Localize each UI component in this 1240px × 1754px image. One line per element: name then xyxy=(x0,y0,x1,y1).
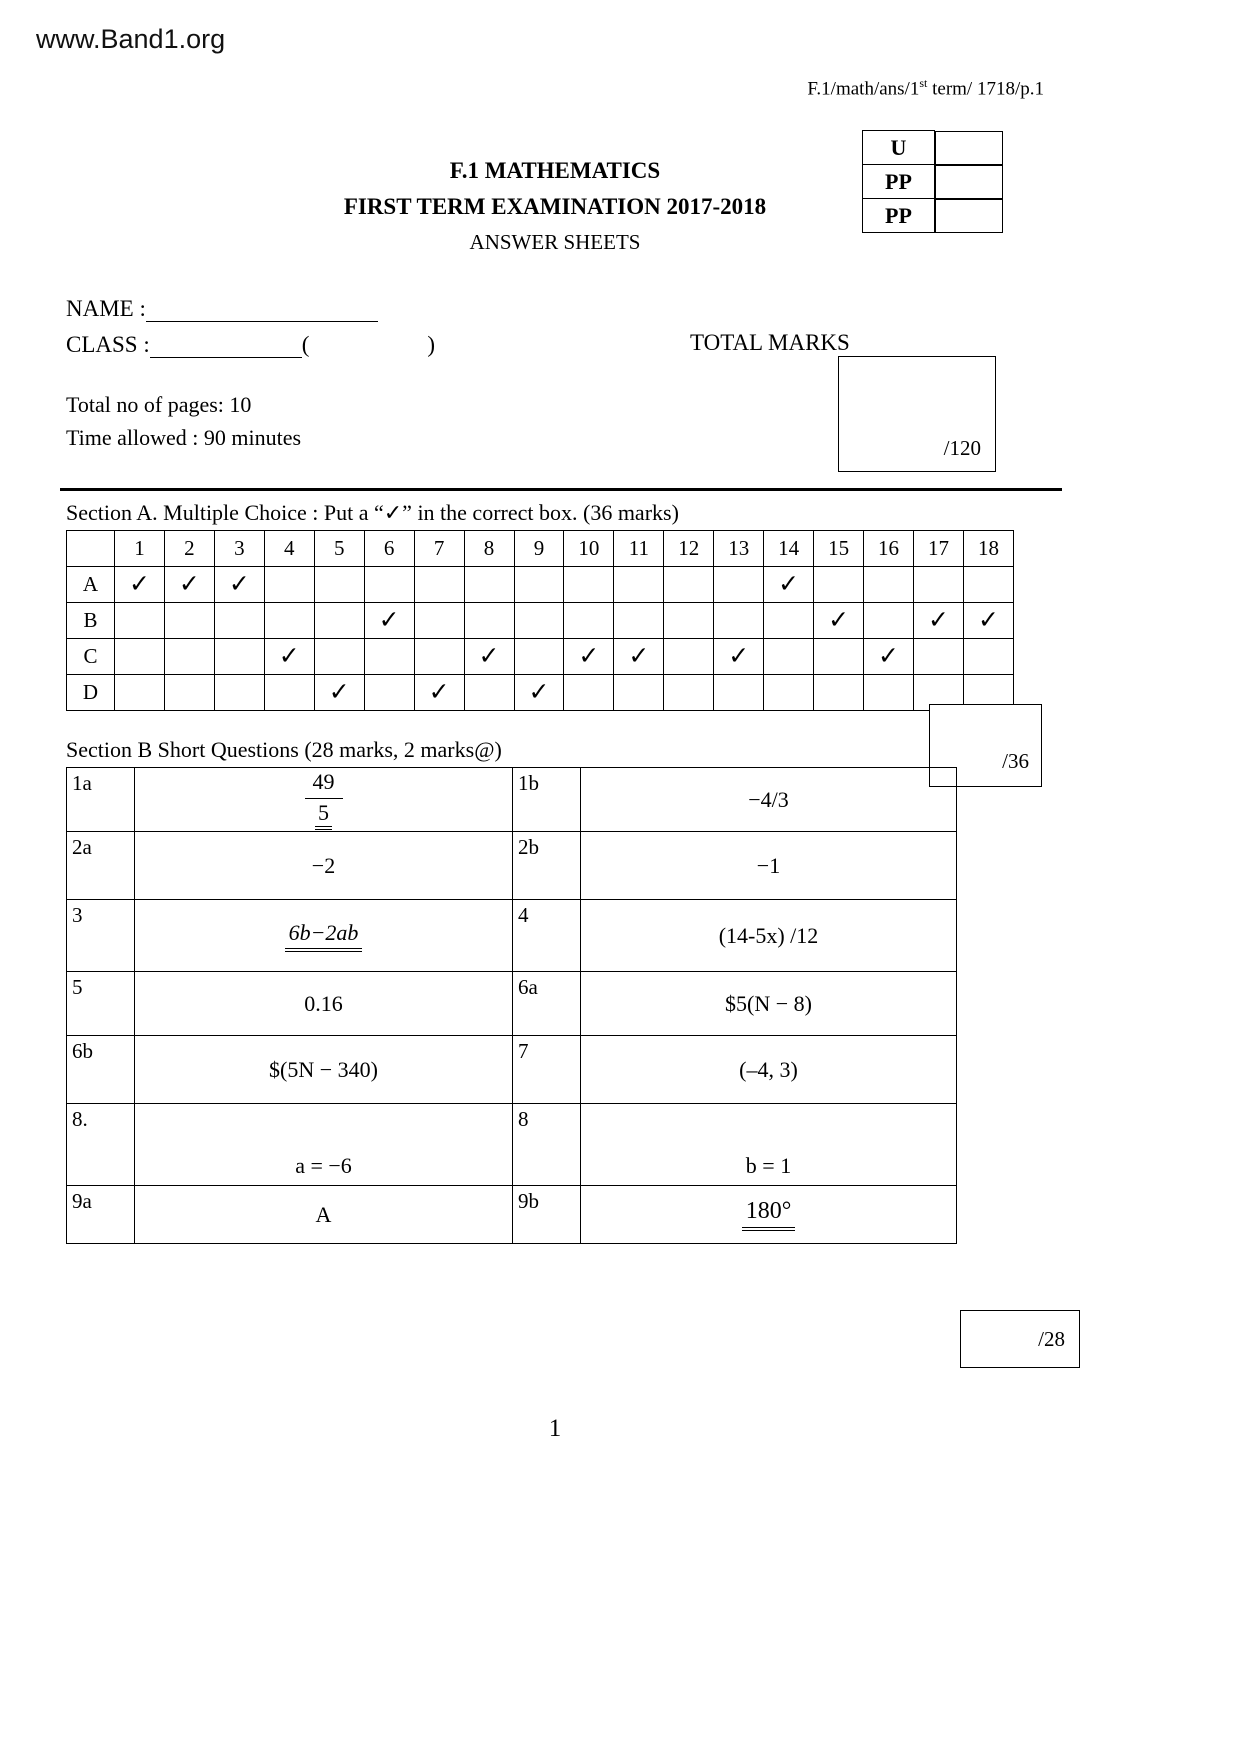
answer-cell xyxy=(581,832,957,900)
question-number: 3 xyxy=(67,900,135,972)
mc-cell[interactable] xyxy=(564,639,614,675)
mc-column-header: 17 xyxy=(914,531,964,567)
answer-text: −2 xyxy=(311,852,336,878)
question-number: 1a xyxy=(67,768,135,832)
answer-sheets-label: ANSWER SHEETS xyxy=(469,230,641,254)
mc-cell[interactable] xyxy=(115,675,165,711)
mc-cell[interactable] xyxy=(514,675,564,711)
check-icon: ✓ xyxy=(128,570,150,598)
answer-cell xyxy=(581,900,957,972)
mc-cell[interactable] xyxy=(714,639,764,675)
check-icon: ✓ xyxy=(228,570,250,598)
mc-cell[interactable] xyxy=(914,603,964,639)
mc-column-header: 14 xyxy=(764,531,814,567)
mc-cell[interactable] xyxy=(514,603,564,639)
mc-column-header: 10 xyxy=(564,531,614,567)
mc-cell[interactable] xyxy=(364,567,414,603)
exam-title: F.1 MATHEMATICS xyxy=(449,158,661,183)
mc-cell[interactable] xyxy=(963,603,1013,639)
class-paren-close: ) xyxy=(427,332,436,357)
answer-text: $(5N − 340) xyxy=(269,1056,378,1082)
table-row xyxy=(67,972,957,1036)
class-paren-open: ( xyxy=(301,332,310,357)
mc-cell[interactable] xyxy=(814,567,864,603)
ref-superscript: st xyxy=(919,76,928,90)
mc-cell[interactable] xyxy=(664,567,714,603)
check-icon: ✓ xyxy=(927,606,949,634)
check-icon: ✓ xyxy=(628,642,650,670)
mc-cell[interactable] xyxy=(963,567,1013,603)
answer-cell xyxy=(135,900,513,972)
mc-column-header: 7 xyxy=(414,531,464,567)
answer-text: 180° xyxy=(742,1198,796,1231)
mc-cell[interactable] xyxy=(764,675,814,711)
mc-column-header: 6 xyxy=(364,531,414,567)
mc-column-header: 4 xyxy=(264,531,314,567)
question-number: 2b xyxy=(513,832,581,900)
mc-cell[interactable] xyxy=(514,639,564,675)
exam-subtitle: FIRST TERM EXAMINATION 2017-2018 xyxy=(343,194,767,219)
question-number: 8. xyxy=(67,1104,135,1186)
question-number: 8 xyxy=(513,1104,581,1186)
mc-cell[interactable] xyxy=(414,639,464,675)
question-number: 6b xyxy=(67,1036,135,1104)
mc-cell[interactable] xyxy=(314,675,364,711)
answer-text: a = −6 xyxy=(295,1153,352,1178)
mc-cell[interactable] xyxy=(464,675,514,711)
mc-cell[interactable] xyxy=(564,603,614,639)
mc-cell[interactable] xyxy=(214,639,264,675)
mc-cell[interactable] xyxy=(264,567,314,603)
question-number: 9b xyxy=(513,1186,581,1244)
mc-cell[interactable] xyxy=(214,567,264,603)
answer-cell xyxy=(581,1104,957,1186)
ref-prefix: F.1/math/ans/1 xyxy=(807,78,920,100)
mc-cell[interactable] xyxy=(864,567,914,603)
answer-text: −4/3 xyxy=(748,786,789,812)
grade-label-cell: U xyxy=(863,131,935,165)
mc-cell[interactable] xyxy=(614,639,664,675)
mc-cell[interactable] xyxy=(464,567,514,603)
mc-cell[interactable] xyxy=(764,603,814,639)
answer-cell xyxy=(135,972,513,1036)
mc-cell[interactable] xyxy=(914,567,964,603)
mc-cell[interactable] xyxy=(414,603,464,639)
mc-cell[interactable] xyxy=(264,675,314,711)
fraction-answer xyxy=(305,769,343,830)
check-icon: ✓ xyxy=(378,606,400,634)
question-number: 4 xyxy=(513,900,581,972)
fraction-denominator: 5 xyxy=(315,799,332,830)
total-marks-box[interactable] xyxy=(838,356,996,472)
name-row xyxy=(66,296,378,322)
answer-cell xyxy=(135,1186,513,1244)
mc-cell[interactable] xyxy=(614,567,664,603)
answer-text: b = 1 xyxy=(745,1153,792,1178)
mc-column-header: 15 xyxy=(814,531,864,567)
section-b-heading: Section B Short Questions (28 marks, 2 marks@) xyxy=(66,737,502,762)
section-divider-rule xyxy=(60,488,1062,491)
pages-info: Total no of pages: 10 xyxy=(66,392,252,417)
section-a-score: /36 xyxy=(1002,749,1029,773)
mc-cell[interactable] xyxy=(364,639,414,675)
table-row xyxy=(67,1036,957,1104)
answer-cell xyxy=(135,1036,513,1104)
mc-column-header: 5 xyxy=(314,531,364,567)
fraction-numerator: 49 xyxy=(305,769,343,798)
answer-text: 6b−2ab xyxy=(285,920,363,952)
check-icon: ✓ xyxy=(478,642,500,670)
mc-row-header: A xyxy=(67,567,115,603)
answer-text: A xyxy=(315,1201,332,1227)
document-ref-code xyxy=(807,76,1044,100)
mc-cell[interactable] xyxy=(714,675,764,711)
mc-column-header: 2 xyxy=(164,531,214,567)
mc-cell[interactable] xyxy=(864,603,914,639)
check-icon: ✓ xyxy=(828,606,850,634)
mc-cell[interactable] xyxy=(764,639,814,675)
question-number: 6a xyxy=(513,972,581,1036)
mc-cell[interactable] xyxy=(264,639,314,675)
check-icon: ✓ xyxy=(778,570,800,598)
mc-cell[interactable] xyxy=(314,567,364,603)
mc-cell[interactable] xyxy=(414,567,464,603)
grade-label-cell: PP xyxy=(863,165,935,199)
answer-cell xyxy=(581,1036,957,1104)
mc-cell[interactable] xyxy=(564,567,614,603)
answer-cell xyxy=(135,832,513,900)
mc-column-header: 16 xyxy=(864,531,914,567)
mc-cell[interactable] xyxy=(414,675,464,711)
answer-cell xyxy=(581,768,957,832)
table-row xyxy=(67,832,957,900)
mc-cell[interactable] xyxy=(814,639,864,675)
question-number: 2a xyxy=(67,832,135,900)
check-icon: ✓ xyxy=(528,678,550,706)
table-row xyxy=(67,1186,957,1244)
mc-cell[interactable] xyxy=(814,675,864,711)
answer-cell xyxy=(581,972,957,1036)
mc-cell[interactable] xyxy=(314,603,364,639)
mc-cell[interactable] xyxy=(914,639,964,675)
check-icon: ✓ xyxy=(178,570,200,598)
section-b-score-box[interactable] xyxy=(960,1310,1080,1368)
mc-corner-cell xyxy=(67,531,115,567)
answer-text: 0.16 xyxy=(304,990,343,1016)
mc-cell[interactable] xyxy=(115,567,165,603)
name-label: NAME : xyxy=(66,296,146,321)
mc-cell[interactable] xyxy=(115,639,165,675)
mc-cell[interactable] xyxy=(664,603,714,639)
mc-cell[interactable] xyxy=(864,675,914,711)
mc-row-header: C xyxy=(67,639,115,675)
answer-text: $5(N − 8) xyxy=(725,990,812,1016)
class-blank-line[interactable] xyxy=(150,334,302,358)
mc-cell[interactable] xyxy=(364,603,414,639)
mc-cell[interactable] xyxy=(164,639,214,675)
table-row xyxy=(67,1104,957,1186)
ref-suffix: term/ 1718/p.1 xyxy=(927,78,1044,100)
mc-cell[interactable] xyxy=(164,675,214,711)
check-icon: ✓ xyxy=(977,606,999,634)
mc-table xyxy=(66,530,1014,711)
page-number: 1 xyxy=(548,1415,562,1442)
question-number: 1b xyxy=(513,768,581,832)
mc-cell[interactable] xyxy=(864,639,914,675)
answer-cell xyxy=(135,1104,513,1186)
total-score-denominator: /120 xyxy=(943,436,981,460)
mc-cell[interactable] xyxy=(714,567,764,603)
mc-cell[interactable] xyxy=(564,675,614,711)
check-icon: ✓ xyxy=(578,642,600,670)
mc-cell[interactable] xyxy=(364,675,414,711)
time-info: Time allowed : 90 minutes xyxy=(66,425,302,450)
mc-column-header: 18 xyxy=(963,531,1013,567)
check-icon: ✓ xyxy=(728,642,750,670)
site-logo-text: www.Band1.org xyxy=(36,24,226,54)
answer-text: −1 xyxy=(756,852,781,878)
mc-column-header: 13 xyxy=(714,531,764,567)
mc-cell[interactable] xyxy=(614,603,664,639)
answer-cell xyxy=(135,768,513,832)
mc-row-header: B xyxy=(67,603,115,639)
name-blank-line[interactable] xyxy=(146,298,378,322)
mc-cell[interactable] xyxy=(214,603,264,639)
question-number: 9a xyxy=(67,1186,135,1244)
short-answer-table xyxy=(66,767,957,1244)
mc-cell[interactable] xyxy=(115,603,165,639)
answer-cell xyxy=(581,1186,957,1244)
mc-cell[interactable] xyxy=(714,603,764,639)
mc-column-header: 8 xyxy=(464,531,514,567)
mc-column-header: 3 xyxy=(214,531,264,567)
mc-column-header: 12 xyxy=(664,531,714,567)
short-answer-table-body xyxy=(67,768,957,1244)
mc-column-header: 9 xyxy=(514,531,564,567)
mc-cell[interactable] xyxy=(764,567,814,603)
mc-cell[interactable] xyxy=(164,567,214,603)
title-block xyxy=(60,158,1050,255)
mc-cell[interactable] xyxy=(164,603,214,639)
class-row xyxy=(66,332,435,358)
table-row xyxy=(67,900,957,972)
table-row xyxy=(67,768,957,832)
question-number: 5 xyxy=(67,972,135,1036)
mc-cell[interactable] xyxy=(264,603,314,639)
class-label: CLASS : xyxy=(66,332,150,357)
mc-cell[interactable] xyxy=(214,675,264,711)
grade-label-cell: PP xyxy=(863,199,935,233)
mc-cell[interactable] xyxy=(614,675,664,711)
check-icon: ✓ xyxy=(878,642,899,670)
section-a-heading: Section A. Multiple Choice : Put a “✓” in the correct box. (36 marks) xyxy=(66,500,679,525)
mc-cell[interactable] xyxy=(664,675,714,711)
check-icon: ✓ xyxy=(428,678,450,706)
total-marks-label: TOTAL MARKS xyxy=(690,330,850,355)
mc-cell[interactable] xyxy=(664,639,714,675)
mc-cell[interactable] xyxy=(464,639,514,675)
answer-text: (14-5x) /12 xyxy=(718,922,819,948)
mc-column-header: 1 xyxy=(115,531,165,567)
mc-cell[interactable] xyxy=(464,603,514,639)
mc-cell[interactable] xyxy=(514,567,564,603)
mc-cell[interactable] xyxy=(314,639,364,675)
mc-row-header: D xyxy=(67,675,115,711)
check-icon: ✓ xyxy=(328,678,350,706)
answer-text: (–4, 3) xyxy=(739,1056,798,1082)
mc-column-header: 11 xyxy=(614,531,664,567)
mc-cell[interactable] xyxy=(814,603,864,639)
question-number: 7 xyxy=(513,1036,581,1104)
section-b-score: /28 xyxy=(1038,1327,1065,1351)
mc-cell[interactable] xyxy=(963,639,1013,675)
check-icon: ✓ xyxy=(278,642,300,670)
